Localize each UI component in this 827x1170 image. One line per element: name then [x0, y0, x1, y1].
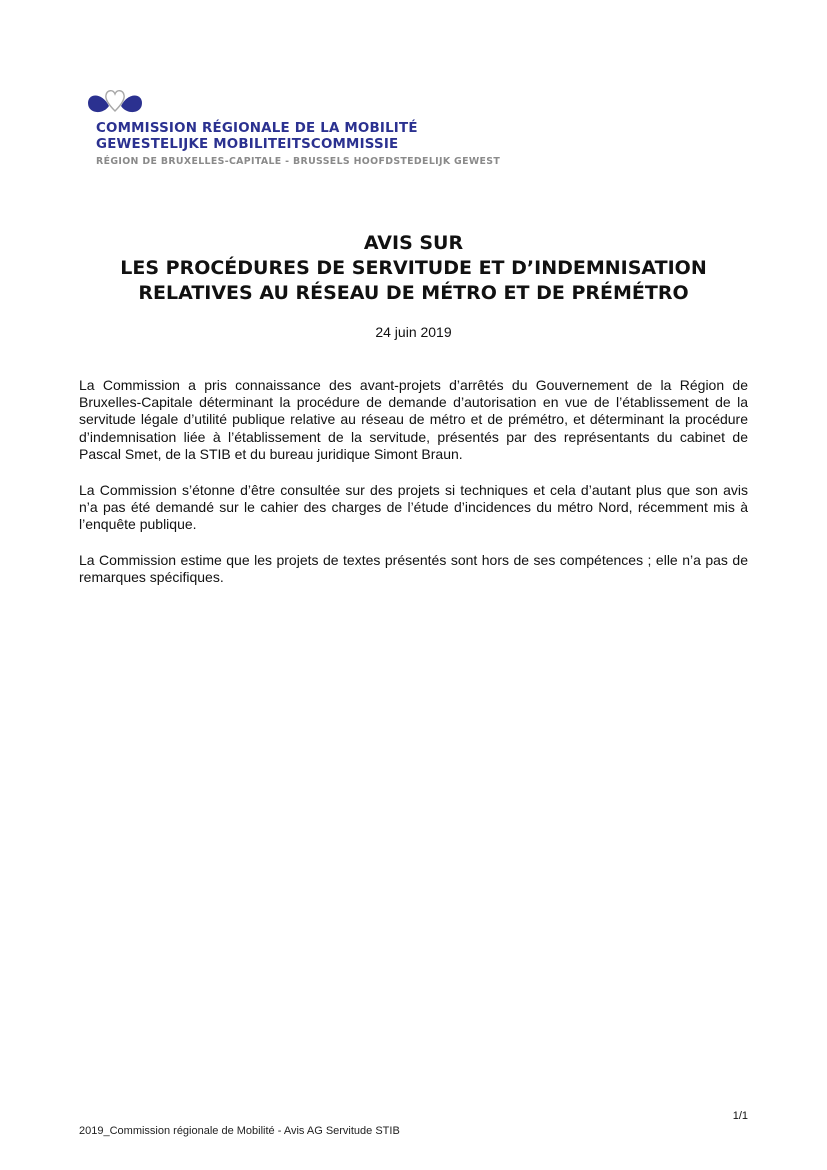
region-name: RÉGION DE BRUXELLES-CAPITALE - BRUSSELS HOOFDSTEDELIJK GEWEST: [96, 156, 501, 167]
document-title: [60, 231, 767, 306]
org-name-nl: GEWESTELIJKE MOBILITEITSCOMMISSIE: [96, 137, 399, 152]
title-line: LES PROCÉDURES DE SERVITUDE ET D’INDEMNISATION: [120, 257, 707, 279]
footer-text: 2019_Commission régionale de Mobilité - Avis AG Servitude STIB: [79, 1125, 400, 1137]
body-paragraph: La Commission estime que les projets de textes présentés sont hors de ses compétences ; elle n’a pas de remarques spécifiques.: [79, 552, 748, 586]
page-number: 1/1: [732, 1110, 748, 1122]
document-date: 24 juin 2019: [375, 324, 452, 340]
title-line: AVIS SUR: [363, 232, 464, 254]
body-paragraph: La Commission a pris connaissance des avant-projets d’arrêtés du Gouvernement de la Région de Bruxelles-Capitale déterminant la procédure de demande d’autorisation en vue de l’établissement de la servitude légale d’utilité publique relative au réseau de métro et de prémétro, et déterminant la procédure d’indemnisation liée à l’établissement de la servitude, présentés par des représentants du cabinet de Pascal Smet, de la STIB et du bureau juridique Simont Braun.: [79, 377, 748, 462]
title-line: RELATIVES AU RÉSEAU DE MÉTRO ET DE PRÉMÉTRO: [138, 282, 689, 304]
org-name-fr: COMMISSION RÉGIONALE DE LA MOBILITÉ: [96, 121, 418, 136]
body-paragraph: La Commission s’étonne d’être consultée sur des projets si techniques et cela d’autant plus que son avis n’a pas été demandé sur le cahier des charges de l’étude d’incidences du métro Nord, récemment mis à l’enquête publique.: [79, 482, 748, 533]
heart-droplets-logo-icon: [86, 84, 144, 120]
organization-header: [96, 121, 500, 169]
